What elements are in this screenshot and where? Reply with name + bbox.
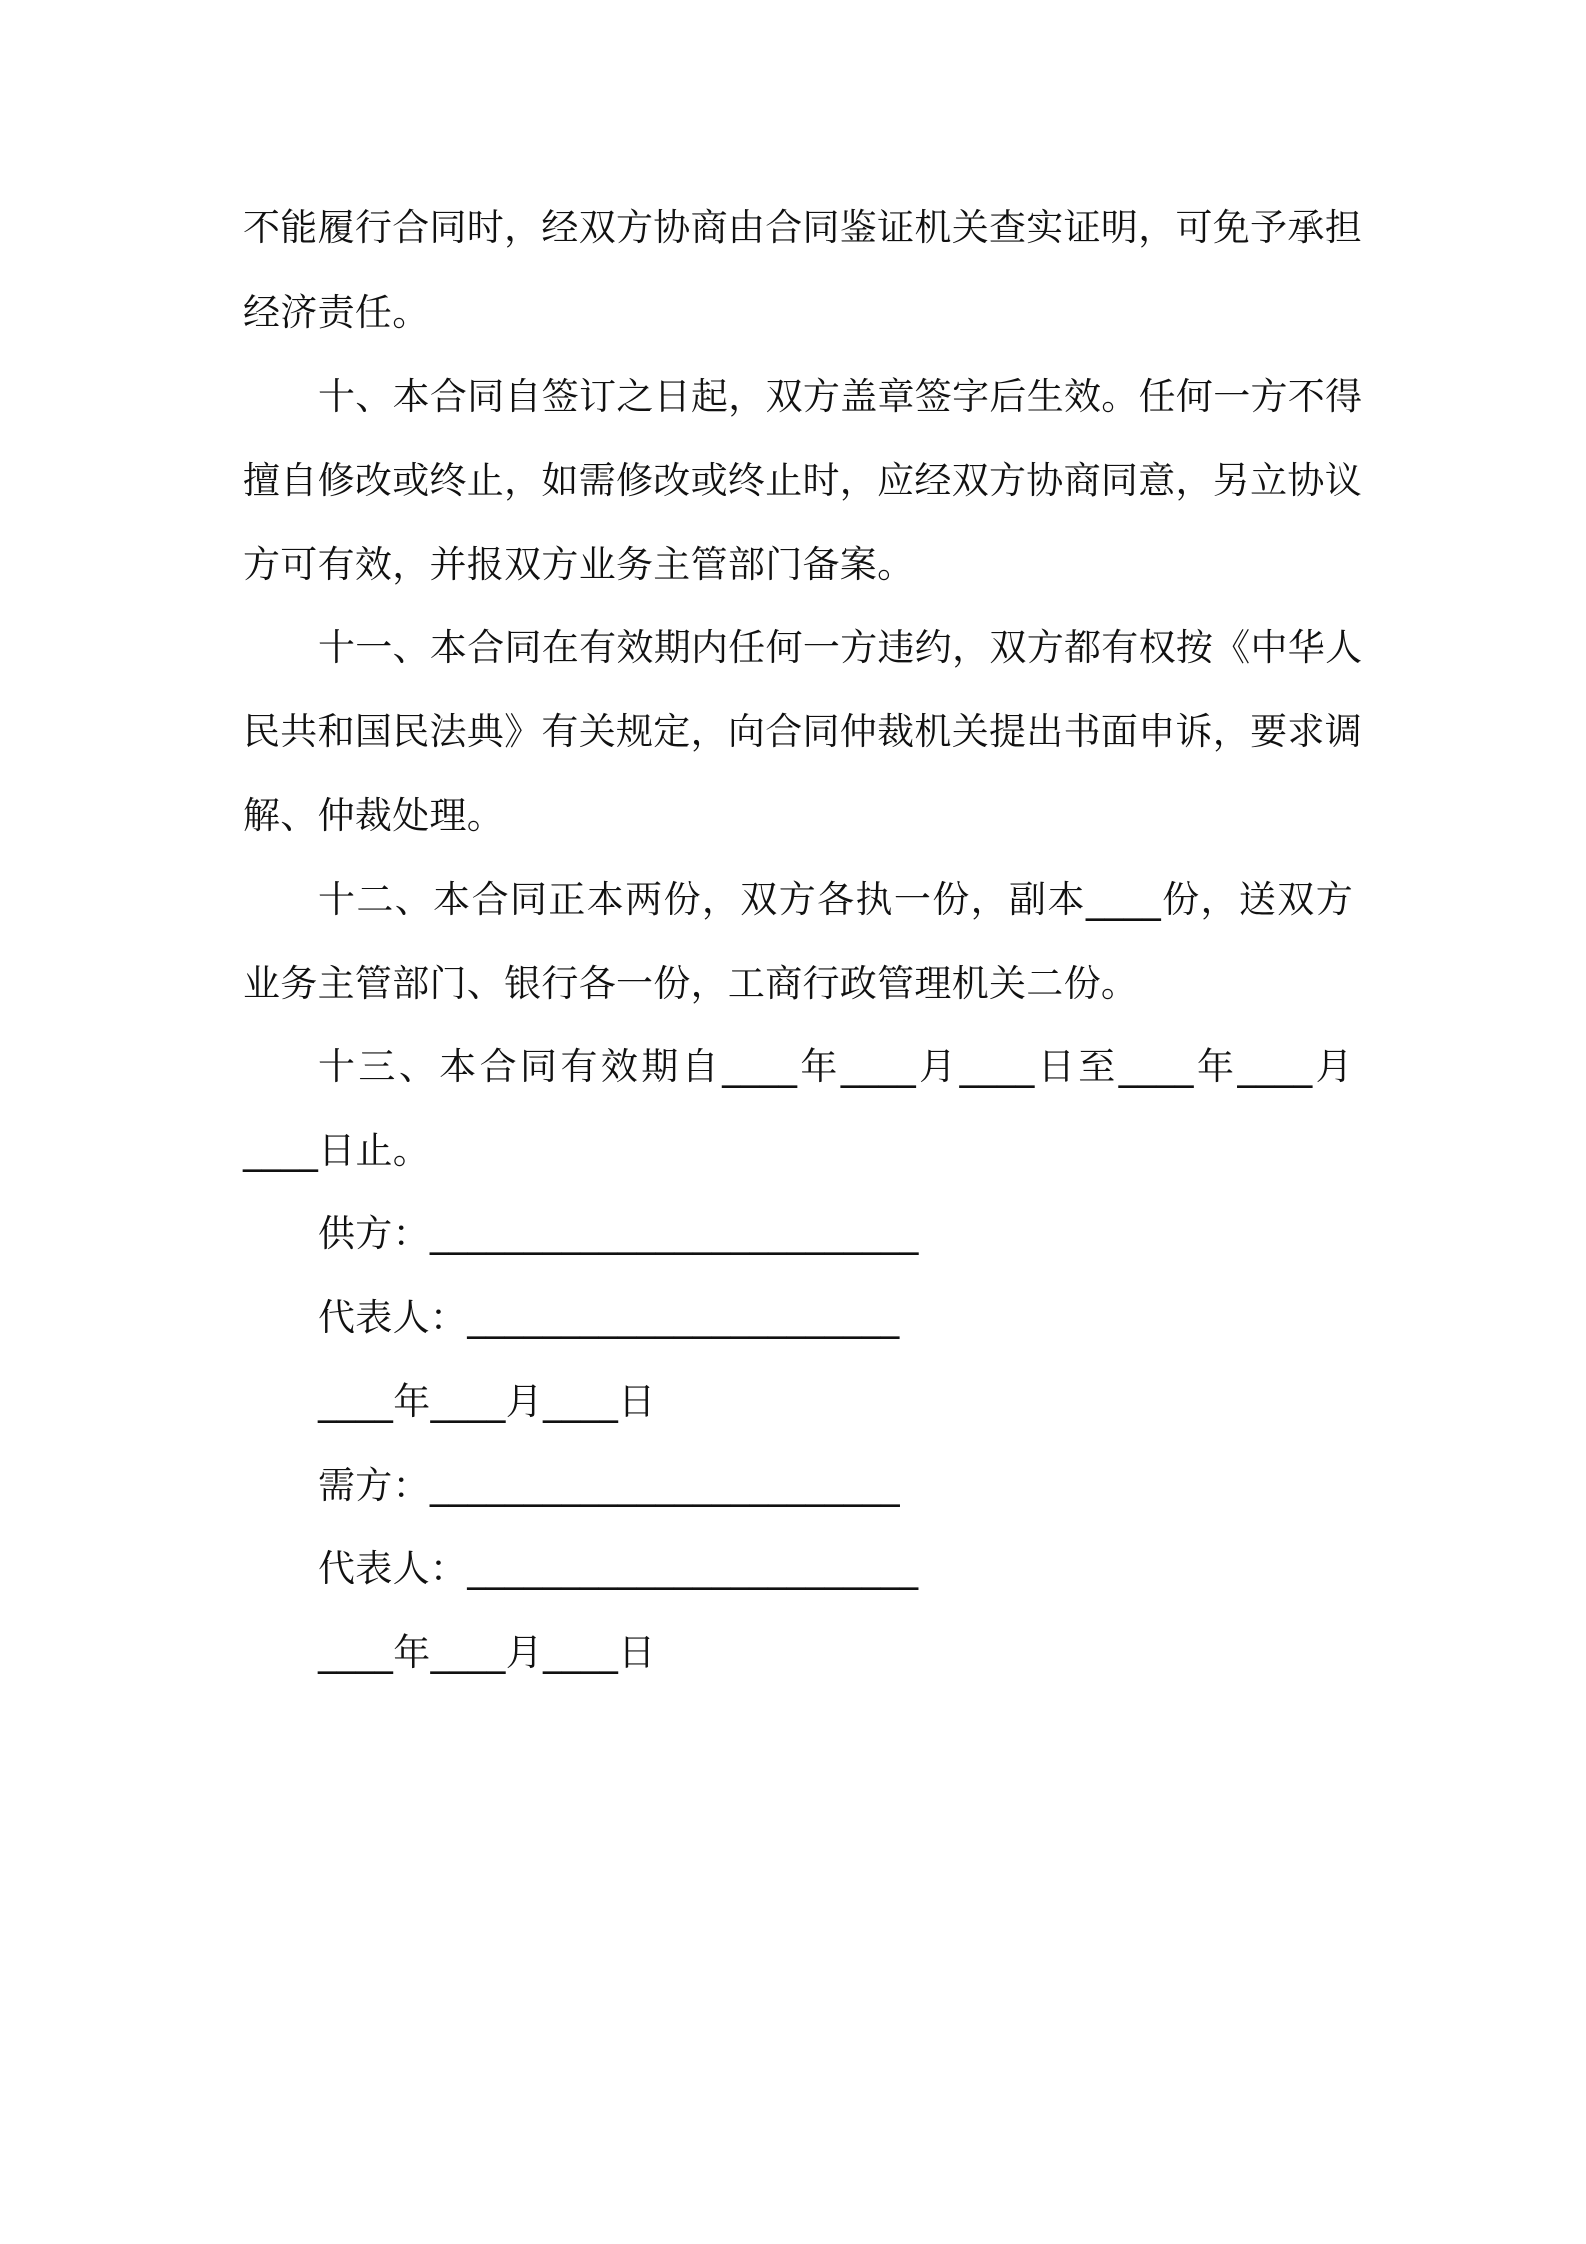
body-text-line: 解、仲裁处理。 — [243, 794, 505, 837]
body-text-line: 不能履行合同时，经双方协商由合同鉴证机关查实证明，可免予承担 — [243, 206, 1362, 249]
body-text-line: 民共和国民法典》有关规定，向合同仲裁机关提出书面申诉，要求调 — [243, 710, 1362, 753]
clause-12: 十二、本合同正本两份，双方各执一份，副本____份，送双方 — [318, 878, 1353, 921]
clause-11: 十一、本合同在有效期内任何一方违约，双方都有权按《中华人 — [318, 626, 1363, 669]
supplier-representative-field: 代表人：_______________________ — [318, 1296, 900, 1339]
supplier-date-field: ____年____月____日 — [318, 1380, 656, 1423]
buyer-date-field: ____年____月____日 — [318, 1631, 656, 1674]
clause-10: 十、本合同自签订之日起，双方盖章签字后生效。任何一方不得 — [318, 375, 1363, 418]
buyer-representative-field: 代表人：________________________ — [318, 1547, 919, 1590]
buyer-field: 需方：_________________________ — [318, 1464, 900, 1507]
body-text-line: 业务主管部门、银行各一份，工商行政管理机关二份。 — [243, 962, 1139, 1005]
body-text-line: 擅自修改或终止，如需修改或终止时，应经双方协商同意，另立协议 — [243, 459, 1362, 502]
body-text-line: 方可有效，并报双方业务主管部门备案。 — [243, 543, 915, 586]
clause-13: 十三、本合同有效期自____年____月____日至____年____月 — [318, 1045, 1353, 1088]
supplier-field: 供方：__________________________ — [318, 1212, 919, 1255]
body-text-line: ____日止。 — [243, 1129, 431, 1172]
body-text-line: 经济责任。 — [243, 291, 430, 334]
